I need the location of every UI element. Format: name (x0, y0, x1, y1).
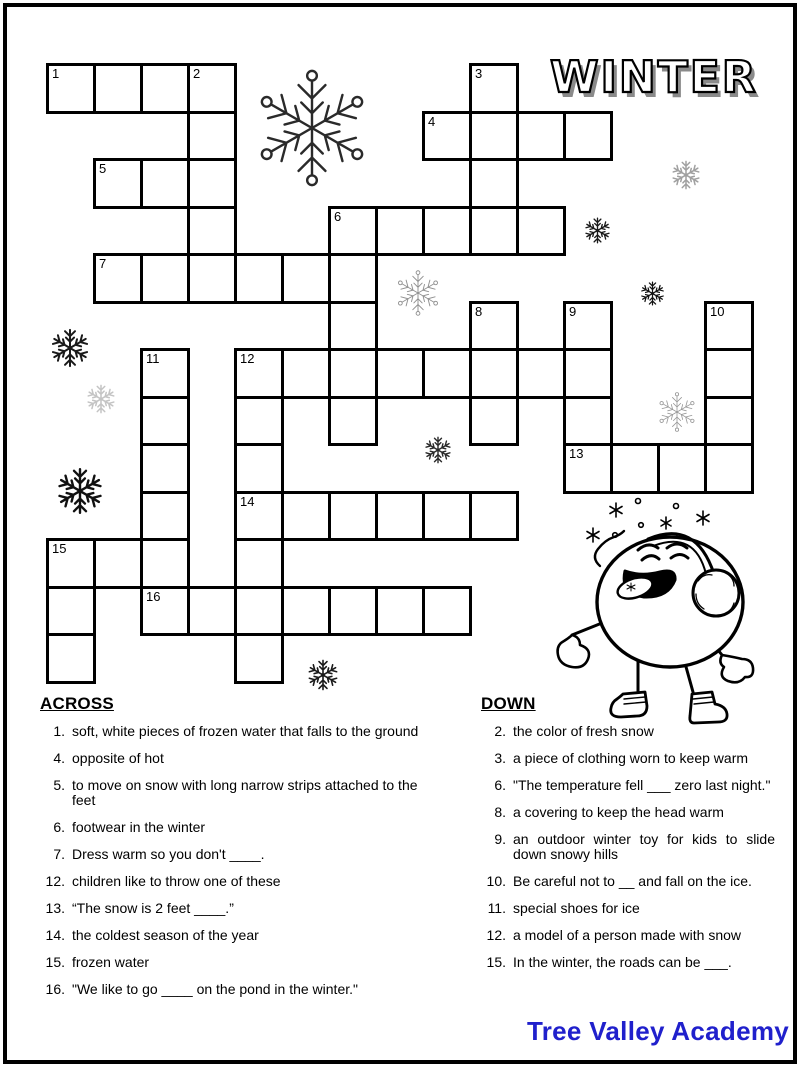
grid-cell[interactable] (234, 396, 284, 447)
cell-number: 12 (240, 351, 255, 366)
grid-cell[interactable] (93, 538, 143, 589)
grid-cell[interactable] (140, 348, 190, 399)
brand-logo-text: Tree Valley Academy (527, 1016, 790, 1046)
cell-number: 4 (428, 113, 436, 129)
grid-cell[interactable] (46, 538, 96, 589)
clue-number: 7. (53, 846, 65, 862)
clue-number: 9. (494, 831, 506, 847)
cell-number: 15 (52, 541, 67, 556)
clue-number: 15. (45, 954, 65, 970)
clue-across-5 (40, 778, 450, 808)
grid-cell[interactable] (610, 443, 660, 494)
clue-number: 11. (487, 900, 506, 916)
snowflake-icon (584, 217, 611, 244)
grid-cell[interactable] (140, 158, 190, 209)
page-title: WINTER (550, 52, 758, 103)
clue-text: Dress warm so you don't ____. (72, 846, 265, 862)
clue-text: the color of fresh snow (513, 723, 654, 739)
snowflake-icon (424, 436, 452, 464)
grid-cell[interactable] (375, 348, 425, 399)
grid-cell[interactable] (328, 348, 378, 399)
clue-down-8 (481, 805, 777, 820)
grid-cell[interactable] (281, 253, 331, 304)
cell-number: 6 (334, 208, 342, 224)
grid-cell[interactable] (140, 538, 190, 589)
grid-cell[interactable] (422, 491, 472, 542)
across-clues-section (40, 694, 450, 1009)
clue-text: a model of a person made with snow (513, 927, 742, 943)
grid-cell[interactable] (234, 443, 284, 494)
clue-down-12 (481, 928, 777, 943)
snowflake-icon (640, 281, 665, 306)
grid-cell[interactable] (187, 586, 237, 637)
grid-cell[interactable] (328, 301, 378, 352)
clue-text: children like to throw one of these (72, 873, 281, 889)
clue-number: 6. (53, 819, 65, 835)
cell-number: 5 (99, 161, 107, 176)
grid-cell[interactable] (281, 586, 331, 637)
falling-snow-icon (587, 499, 709, 543)
grid-cell[interactable] (657, 443, 707, 494)
clue-across-14 (40, 928, 450, 943)
clue-down-10 (481, 874, 777, 889)
grid-cell[interactable] (516, 111, 566, 162)
clue-across-16 (40, 982, 450, 997)
cell-number: 14 (240, 493, 255, 509)
grid-cell[interactable] (93, 63, 143, 114)
clue-number: 15. (486, 954, 506, 970)
clue-across-6 (40, 820, 450, 835)
clue-text: "The temperature fell ___ zero last night." (513, 777, 771, 793)
grid-cell[interactable] (422, 348, 472, 399)
clue-across-15 (40, 955, 450, 970)
clue-across-7 (40, 847, 450, 862)
grid-cell[interactable] (234, 348, 284, 399)
grid-cell[interactable] (187, 158, 237, 209)
cell-number: 10 (710, 303, 725, 319)
cell-number: 3 (475, 66, 483, 81)
clue-number: 16. (45, 981, 65, 997)
grid-cell[interactable] (375, 586, 425, 637)
grid-cell[interactable] (46, 63, 96, 114)
grid-cell[interactable] (563, 111, 613, 162)
clue-text: soft, white pieces of frozen water that falls to the ground (72, 723, 419, 739)
cell-number: 2 (193, 66, 201, 81)
grid-cell[interactable] (563, 443, 613, 494)
grid-cell[interactable] (422, 586, 472, 637)
grid-cell[interactable] (375, 491, 425, 542)
grid-cell[interactable] (187, 206, 237, 257)
grid-cell[interactable] (234, 586, 284, 637)
clue-text: In the winter, the roads can be ___. (513, 954, 732, 970)
grid-cell[interactable] (328, 396, 378, 447)
clue-number: 10. (486, 873, 506, 889)
cell-number: 1 (52, 66, 60, 81)
clue-number: 6. (494, 777, 506, 793)
clue-down-15 (481, 955, 777, 970)
clue-across-12 (40, 874, 450, 889)
clue-text: opposite of hot (72, 750, 164, 766)
down-heading: DOWN (481, 694, 536, 713)
grid-cell[interactable] (469, 396, 519, 447)
grid-cell[interactable] (563, 396, 613, 447)
grid-cell[interactable] (187, 111, 237, 162)
grid-cell[interactable] (328, 586, 378, 637)
grid-cell[interactable] (46, 586, 96, 637)
grid-cell[interactable] (704, 301, 754, 352)
grid-cell[interactable] (328, 491, 378, 542)
clue-across-13 (40, 901, 450, 916)
grid-cell[interactable] (422, 111, 472, 162)
grid-cell[interactable] (140, 253, 190, 304)
grid-cell[interactable] (469, 63, 519, 114)
cell-number: 16 (146, 588, 161, 604)
grid-cell[interactable] (704, 443, 754, 494)
clue-text: frozen water (72, 954, 150, 970)
grid-cell[interactable] (563, 301, 613, 352)
down-clue-list (481, 724, 777, 970)
grid-cell[interactable] (234, 491, 284, 542)
cell-number: 7 (99, 256, 107, 271)
grid-cell[interactable] (140, 443, 190, 494)
grid-cell[interactable] (469, 348, 519, 399)
clue-down-11 (481, 901, 777, 916)
grid-cell[interactable] (281, 491, 331, 542)
grid-cell[interactable] (328, 253, 378, 304)
snowflake-icon (307, 659, 339, 691)
clue-number: 14. (45, 927, 65, 943)
grid-cell[interactable] (187, 63, 237, 114)
clue-across-4 (40, 751, 450, 766)
cell-number: 11 (146, 351, 160, 366)
clue-number: 8. (494, 804, 506, 820)
grid-cell[interactable] (704, 348, 754, 399)
clue-down-9 (481, 832, 777, 862)
grid-cell[interactable] (234, 253, 284, 304)
cell-number: 13 (569, 446, 584, 461)
clue-number: 4. (53, 750, 65, 766)
cell-number: 8 (475, 303, 483, 319)
clue-number: 12. (486, 927, 506, 943)
grid-cell[interactable] (140, 491, 190, 542)
clue-down-6 (481, 778, 777, 793)
clue-text: the coldest season of the year (72, 927, 259, 943)
snowman-arm (572, 623, 602, 635)
clue-text: an outdoor winter toy for kids to slide down snowy hills (513, 831, 775, 862)
grid-cell[interactable] (469, 206, 519, 257)
clue-number: 12. (45, 873, 65, 889)
grid-cell[interactable] (469, 491, 519, 542)
grid-cell[interactable] (516, 206, 566, 257)
grid-cell[interactable] (93, 158, 143, 209)
earmuff (693, 570, 739, 616)
clue-number: 3. (494, 750, 506, 766)
snowflake-icon (657, 392, 697, 432)
clue-number: 2. (494, 723, 506, 739)
clue-number: 13. (45, 900, 65, 916)
clue-text: special shoes for ice (513, 900, 640, 916)
down-clues-section (481, 694, 777, 982)
grid-cell[interactable] (46, 633, 96, 684)
grid-cell[interactable] (140, 63, 190, 114)
grid-cell[interactable] (422, 206, 472, 257)
clue-text: a covering to keep the head warm (513, 804, 724, 820)
across-heading: ACROSS (40, 694, 114, 713)
grid-cell[interactable] (140, 586, 190, 637)
grid-cell[interactable] (469, 301, 519, 352)
snowflake-icon (395, 270, 441, 316)
grid-cell[interactable] (704, 396, 754, 447)
mitten (720, 655, 753, 682)
grid-cell[interactable] (140, 396, 190, 447)
grid-cell[interactable] (563, 348, 613, 399)
clue-text: a piece of clothing worn to keep warm (513, 750, 749, 766)
grid-cell[interactable] (375, 206, 425, 257)
clue-down-2 (481, 724, 777, 739)
grid-cell[interactable] (234, 538, 284, 589)
cell-number: 9 (569, 303, 577, 319)
snowflake-icon (56, 467, 104, 515)
clue-text: footwear in the winter (72, 819, 206, 835)
snowflake-icon (253, 69, 371, 187)
clue-text: Be careful not to __ and fall on the ice. (513, 873, 752, 889)
snowflake-icon (671, 160, 701, 190)
clue-across-1 (40, 724, 450, 739)
grid-cell[interactable] (516, 348, 566, 399)
grid-cell[interactable] (281, 348, 331, 399)
clue-text: “The snow is 2 feet ____.” (72, 900, 234, 916)
grid-cell[interactable] (469, 111, 519, 162)
grid-cell[interactable] (234, 633, 284, 684)
clue-text: to move on snow with long narrow strips attached to the feet (72, 777, 418, 808)
mitten (558, 635, 589, 667)
grid-cell[interactable] (469, 158, 519, 209)
clue-number: 1. (53, 723, 65, 739)
grid-cell[interactable] (328, 206, 378, 257)
across-clue-list (40, 724, 450, 997)
clue-down-3 (481, 751, 777, 766)
grid-cell[interactable] (187, 253, 237, 304)
clue-text: "We like to go ____ on the pond in the winter." (72, 981, 358, 997)
clue-number: 5. (53, 777, 65, 793)
snowflake-icon (50, 328, 90, 368)
grid-cell[interactable] (93, 253, 143, 304)
snowflake-icon (86, 384, 116, 414)
